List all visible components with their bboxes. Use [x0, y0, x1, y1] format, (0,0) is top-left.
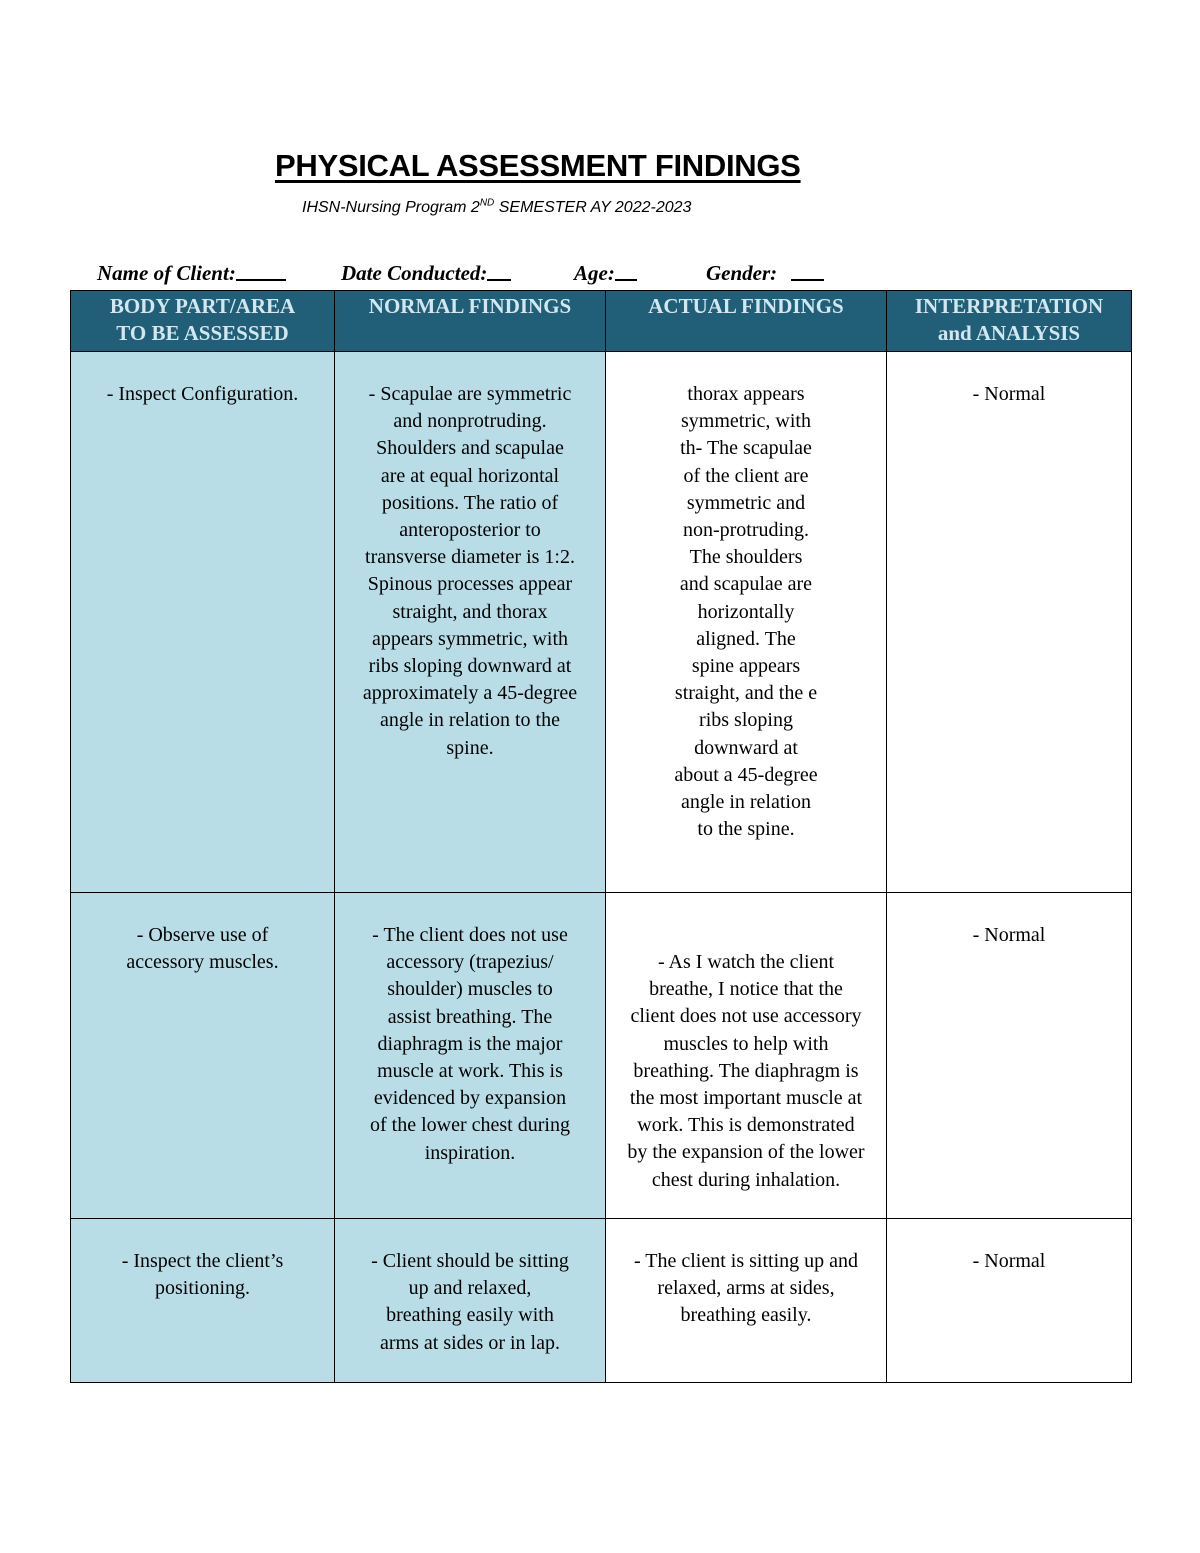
cell-body-part: - Inspect the client’s positioning.: [71, 1219, 335, 1383]
age-field[interactable]: [574, 261, 615, 286]
page-title: PHYSICAL ASSESSMENT FINDINGS: [275, 148, 801, 183]
cell-interpretation: - Normal: [887, 893, 1132, 1219]
cell-interpretation: - Normal: [887, 1219, 1132, 1383]
subtitle-text: IHSN-Nursing Program 2: [302, 199, 480, 216]
gender-blank[interactable]: [791, 261, 824, 281]
cell-actual-findings: thorax appears symmetric, with th- The scapulae of the client are symmetric and non-protruding. The shoulders and scapulae are horizontally aligned. The spine appears straight, and the e ribs sloping downward at about a 45-degree angle in relation to the spine.: [606, 352, 887, 893]
cell-normal-findings: - Scapulae are symmetric and nonprotruding. Shoulders and scapulae are at equal horizontal positions. The ratio of anteroposterior to transverse diameter is 1:2. Spinous processes appear straight, and thorax appears symmetric, with ribs sloping downward at approximately a 45-degree angle in relation to the spine.: [335, 352, 606, 893]
header-normal-findings: NORMAL FINDINGS: [335, 291, 606, 352]
header-interpretation: INTERPRETATION and ANALYSIS: [887, 291, 1132, 352]
cell-interpretation: - Normal: [887, 352, 1132, 893]
cell-actual-findings: - As I watch the client breathe, I notice that the client does not use accessory muscles to help with breathing. The diaphragm is the most important muscle at work. This is demonstrated by the expansion of the lower chest during inhalation.: [606, 893, 887, 1219]
table-header-row: [71, 291, 1132, 352]
age-label: Age:: [574, 261, 615, 285]
cell-body-part: - Inspect Configuration.: [71, 352, 335, 893]
date-conducted-field[interactable]: [341, 261, 487, 286]
date-conducted-blank[interactable]: [487, 261, 511, 281]
subtitle-superscript: ND: [479, 197, 495, 209]
header-body-part: BODY PART/AREA TO BE ASSESSED: [71, 291, 335, 352]
assessment-table: [70, 290, 1132, 1383]
subtitle-text-end: SEMESTER AY 2022-2023: [494, 199, 692, 216]
table-row: [71, 352, 1132, 893]
gender-label: Gender:: [706, 261, 778, 285]
client-name-blank[interactable]: [236, 261, 286, 281]
cell-body-part: - Observe use of accessory muscles.: [71, 893, 335, 1219]
age-blank[interactable]: [615, 261, 637, 281]
cell-normal-findings: - The client does not use accessory (trapezius/ shoulder) muscles to assist breathing. The diaphragm is the major muscle at work. This is evidenced by expansion of the lower chest during inspiration.: [335, 893, 606, 1219]
cell-actual-findings: - The client is sitting up and relaxed, arms at sides, breathing easily.: [606, 1219, 887, 1383]
cell-normal-findings: - Client should be sitting up and relaxed, breathing easily with arms at sides or in lap.: [335, 1219, 606, 1383]
client-info-line: [0, 261, 1200, 289]
page-subtitle: [302, 199, 691, 217]
header-actual-findings: ACTUAL FINDINGS: [606, 291, 887, 352]
table-row: [71, 893, 1132, 1219]
table-row: [71, 1219, 1132, 1383]
client-name-label: Name of Client:: [97, 261, 236, 285]
gender-field[interactable]: [706, 261, 791, 286]
date-conducted-label: Date Conducted:: [341, 261, 488, 285]
client-name-field[interactable]: [97, 261, 236, 286]
